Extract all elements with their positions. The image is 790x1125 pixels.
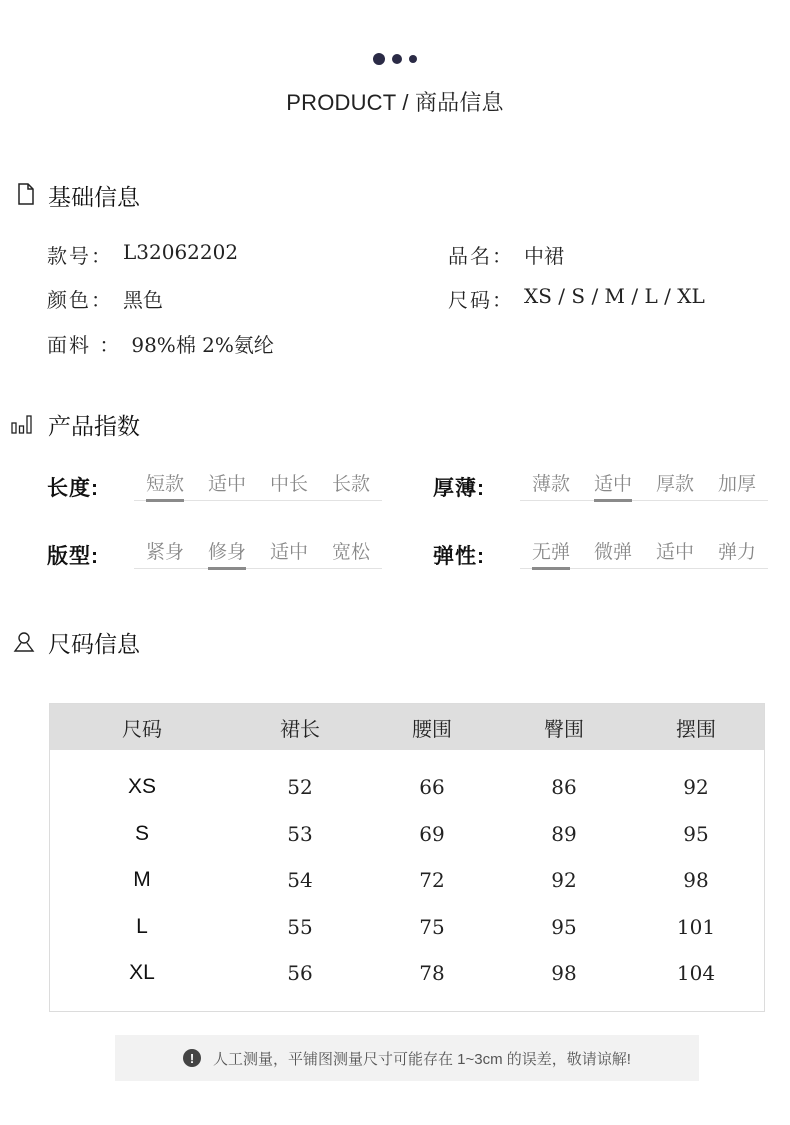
option-moderate: 适中: [582, 472, 644, 500]
table-cell: 78: [419, 961, 445, 986]
dot: [373, 53, 385, 65]
decorative-dots: [0, 52, 790, 66]
table-cell: 54: [287, 868, 313, 893]
table-cell: 53: [287, 821, 313, 846]
table-cell: 95: [551, 914, 577, 939]
table-cell: 72: [419, 868, 445, 893]
item-no-label: 款号：: [47, 244, 113, 268]
option-long: 长款: [331, 474, 370, 495]
metric-options-fit: [134, 540, 382, 569]
measurement-note: [115, 1035, 699, 1081]
bar-chart-icon: [10, 412, 34, 436]
info-sizes: [448, 284, 705, 313]
info-fabric: [47, 329, 274, 358]
sizes-label: 尺码：: [448, 288, 514, 312]
dot: [409, 55, 417, 63]
metric-label-elasticity: 弹性:: [433, 545, 485, 568]
metric-options-length: [134, 472, 382, 501]
table-body: [50, 764, 764, 997]
metric-label-length: 长度:: [47, 477, 99, 500]
option-slim: 修身: [196, 540, 258, 568]
option-medium: 适中: [207, 474, 246, 495]
table-row: [50, 811, 764, 858]
section-title-basic-info: 基础信息: [48, 184, 140, 210]
option-short: 短款: [134, 472, 196, 500]
info-color: [47, 284, 163, 313]
table-cell: 98: [551, 961, 577, 986]
table-cell: 104: [676, 961, 716, 986]
table-cell: 92: [551, 868, 577, 893]
item-no-value: L32062202: [123, 240, 239, 264]
page-title: PRODUCT / 商品信息: [286, 90, 504, 115]
table-cell: 95: [683, 821, 709, 846]
info-name: [448, 240, 564, 269]
table-cell: 69: [419, 821, 445, 846]
name-value: 中裙: [524, 244, 564, 268]
fabric-value: 98%棉 2%氨纶: [131, 333, 274, 357]
metric-options-elasticity: [520, 540, 768, 569]
table-cell: 98: [683, 868, 709, 893]
size-cell: M: [133, 868, 151, 892]
column-header: 裙长: [280, 718, 320, 741]
table-cell: 101: [676, 914, 716, 939]
table-row: [50, 950, 764, 997]
fabric-label: 面料 ：: [47, 333, 122, 357]
section-title-metrics: 产品指数: [48, 413, 140, 439]
note-text: 人工测量，平铺图测量尺寸可能存在 1~3cm 的误差，敬请谅解!: [213, 1050, 631, 1068]
column-header: 腰围: [412, 718, 452, 741]
table-row: [50, 904, 764, 951]
color-label: 颜色：: [47, 288, 113, 312]
size-cell: L: [136, 914, 148, 938]
table-row: [50, 857, 764, 904]
size-table: [49, 703, 765, 1012]
metric-label-fit: 版型:: [47, 545, 99, 568]
table-cell: 89: [551, 821, 577, 846]
document-icon: [14, 182, 38, 206]
table-cell: 56: [287, 961, 313, 986]
color-value: 黑色: [123, 288, 163, 312]
table-header: [50, 704, 764, 750]
column-header: 尺码: [122, 718, 162, 741]
table-cell: 75: [419, 914, 445, 939]
option-loose: 宽松: [331, 542, 370, 563]
person-icon: [12, 630, 36, 654]
info-item-no: [47, 240, 238, 269]
metric-options-thickness: [520, 472, 768, 501]
name-label: 品名：: [448, 244, 514, 268]
size-cell: S: [134, 821, 149, 845]
option-thin: 薄款: [531, 474, 570, 495]
table-cell: 55: [287, 914, 313, 939]
table-cell: 52: [287, 775, 313, 800]
column-header: 摆围: [676, 718, 716, 741]
option-mid-long: 中长: [269, 474, 308, 495]
option-no-stretch: 无弹: [520, 540, 582, 568]
sizes-value: XS / S / M / L / XL: [524, 284, 705, 308]
table-cell: 86: [551, 775, 577, 800]
option-regular: 适中: [269, 542, 308, 563]
option-thick: 厚款: [655, 474, 694, 495]
size-cell: XS: [127, 775, 156, 799]
size-cell: XL: [129, 961, 155, 985]
dot: [392, 54, 402, 64]
option-extra-thick: 加厚: [717, 474, 756, 495]
section-title-size-info: 尺码信息: [48, 631, 140, 657]
option-stretchy: 弹力: [717, 542, 756, 563]
column-header: 臀围: [544, 718, 584, 741]
table-row: [50, 764, 764, 811]
metric-label-thickness: 厚薄:: [433, 477, 485, 500]
table-cell: 92: [683, 775, 709, 800]
option-tight: 紧身: [145, 542, 184, 563]
option-slight-stretch: 微弹: [593, 542, 632, 563]
table-cell: 66: [419, 775, 445, 800]
option-moderate-stretch: 适中: [655, 542, 694, 563]
exclamation-icon: !: [183, 1049, 201, 1067]
